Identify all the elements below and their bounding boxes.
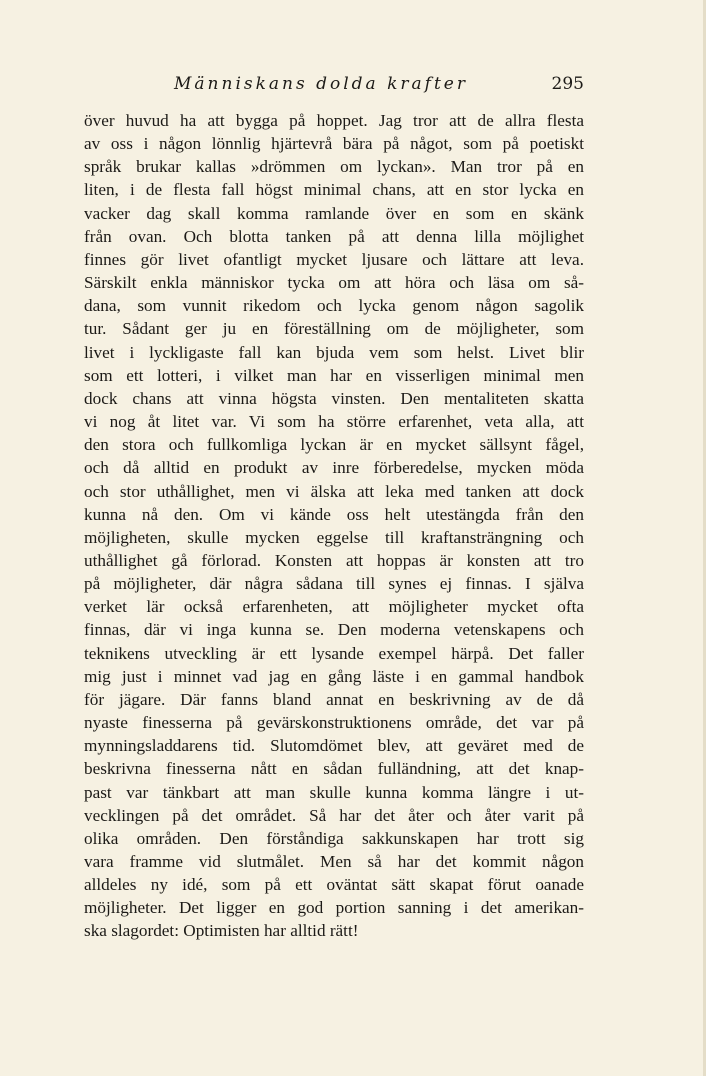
text-line: past var tänkbart att man skulle kunna komma längre i ut- [84,782,584,802]
text-line: språk brukar kallas »drömmen om lyckan». Man tror på en [84,157,584,177]
text-line: vacker dag skall komma ramlande över en som en skänk [84,203,584,223]
text-line: alldeles ny idé, som på ett oväntat sätt skapat förut oanade [84,875,584,895]
text-line: verket lär också erfarenheten, att möjligheter mycket ofta [84,597,584,617]
text-line: av oss i någon lönnlig hjärtevrå bära på något, som på poetiskt [84,134,584,154]
text-line: finnas, där vi inga kunna se. Den moderna vetenskapens och [84,620,584,640]
body-text [84,109,584,943]
text-line: olika områden. Den förståndiga sakkunskapen har trott sig [84,828,584,848]
text-line: uthållighet gå förlorad. Konsten att hoppas är konsten att tro [84,550,584,570]
text-line: vi nog åt litet var. Vi som ha större erfarenhet, veta alla, att [84,412,584,432]
text-line: möjligheten, skulle mycken eggelse till kraftansträngning och [84,527,584,547]
text-line: dana, som vunnit rikedom och lycka genom någon sagolik [84,296,584,316]
text-line: mig just i minnet vad jag en gång läste i en gammal handbok [84,666,584,686]
text-line: finnes gör livet ofantligt mycket ljusare och lättare att leva. [84,249,584,269]
text-line: som ett lotteri, i vilket man har en visserligen minimal men [84,365,584,385]
page-number: 295 [551,74,584,94]
text-line: vecklingen på det området. Så har det åter och åter varit på [84,805,584,825]
text-line: liten, i de flesta fall högst minimal chans, att en stor lycka en [84,180,584,200]
text-line: beskrivna finesserna nått en sådan fulländning, att det knap- [84,759,584,779]
text-line: ska slagordet: Optimisten har alltid rätt! [84,921,359,941]
text-line: och stor uthållighet, men vi älska att leka med tanken att dock [84,481,584,501]
text-line: för jägare. Där fanns bland annat en beskrivning av de då [84,689,584,709]
text-line: nyaste finesserna på gevärskonstruktionens område, det var på [84,713,584,733]
text-line: vara framme vid slutmålet. Men så har det kommit någon [84,852,584,871]
text-line: tur. Sådant ger ju en föreställning om de möjligheter, som [84,319,584,339]
text-line: livet i lyckligaste fall kan bjuda vem som helst. Livet blir [84,342,584,362]
running-title: Människans dolda krafter [174,74,468,94]
text-line: teknikens utveckling är ett lysande exempel härpå. Det faller [84,643,584,663]
text-line: över huvud ha att bygga på hoppet. Jag tror att de allra flesta [84,111,584,130]
text-line: den stora och fullkomliga lyckan är en mycket sällsynt fågel, [84,435,584,455]
text-line: kunna nå den. Om vi kände oss helt utestängda från den [84,504,584,524]
text-line: mynningsladdarens tid. Slutomdömet blev, att geväret med de [84,736,584,756]
text-line: på möjligheter, där några sådana till synes ej finnas. I själva [84,574,584,594]
text-line: från ovan. Och blotta tanken på att denna lilla möjlighet [84,226,584,246]
running-head [84,74,584,100]
text-line: och då alltid en produkt av inre förberedelse, mycken möda [84,458,584,478]
text-line: dock chans att vinna högsta vinsten. Den mentaliteten skatta [84,388,584,408]
text-line: Särskilt enkla människor tycka om att höra och läsa om så- [84,273,584,293]
text-line: möjligheter. Det ligger en god portion sanning i det amerikan- [84,898,584,918]
